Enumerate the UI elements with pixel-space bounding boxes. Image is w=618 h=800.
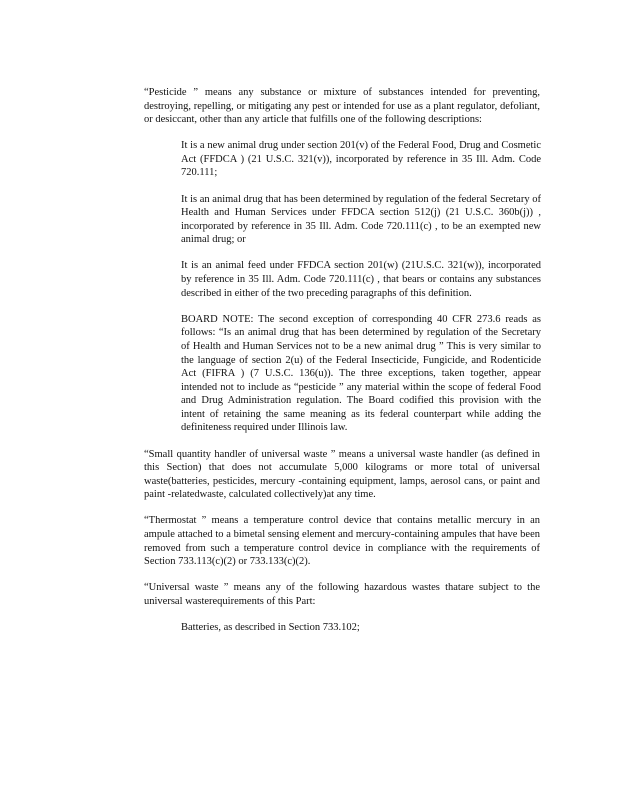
definition-thermostat: “Thermostat ” means a temperature control device that contains metallic mercury in an ampule attached to a bimetal sensing element and mercury-containing ampules that have been removed from such a temperature control device in compliance with the requirements of Section 733.113(c)(2) or 733.133(c)(2). bbox=[144, 515, 540, 568]
definition-small-quantity-handler: “Small quantity handler of universal waste ” means a universal waste handler (as defined in this Section) that does not accumulate 5,000 kilograms or more total of universal waste(batteries, pesticides, mercury -containing equipment, lamps, aerosol cans, or paint and paint -relatedwaste, calculated collectively)at any time. bbox=[144, 448, 540, 501]
document-body bbox=[144, 86, 540, 647]
universal-waste-item-batteries: Batteries, as described in Section 733.102; bbox=[181, 622, 360, 633]
pesticide-exception-3: It is an animal feed under FFDCA section 201(w) (21U.S.C. 321(w)), incorporated by reference in 35 Ill. Adm. Code 720.111(c) , that bears or contains any substances described in either of the two preceding paragraphs of this definition. bbox=[181, 260, 541, 299]
definition-universal-waste: “Universal waste ” means any of the following hazardous wastes thatare subject to the universal wasterequirements of this Part: bbox=[144, 582, 540, 607]
board-note: BOARD NOTE: The second exception of corresponding 40 CFR 273.6 reads as follows: “Is an animal drug that has been determined by regulation of the Secretary of Health and Human Services not to be a new animal drug ” This is very similar to the language of section 2(u) of the Federal Insecticide, Fungicide, and Rodenticide Act (FIFRA ) (7 U.S.C. 136(u)). The three exceptions, taken together, appear intended not to include as “pesticide ” any material within the scope of federal Food and Drug Administration regulation. The Board codified this provision with the intent of retaining the same meaning as its federal counterpart while adding the definiteness required under Illinois law. bbox=[181, 313, 541, 434]
pesticide-exception-1: It is a new animal drug under section 201(v) of the Federal Food, Drug and Cosmetic Act (FFDCA ) (21 U.S.C. 321(v)), incorporated by reference in 35 Ill. Adm. Code 720.111; bbox=[181, 140, 541, 179]
definition-pesticide: “Pesticide ” means any substance or mixture of substances intended for preventing, destroying, repelling, or mitigating any pest or intended for use as a plant regulator, defoliant, or desiccant, other than any article that fulfills one of the following descriptions: bbox=[144, 87, 540, 126]
pesticide-exception-2: It is an animal drug that has been determined by regulation of the federal Secretary of Health and Human Services under FFDCA section 512(j) (21 U.S.C. 360b(j)) , incorporated by reference in 35 Ill. Adm. Code 720.111(c) , to be an exempted new animal drug; or bbox=[181, 193, 541, 246]
